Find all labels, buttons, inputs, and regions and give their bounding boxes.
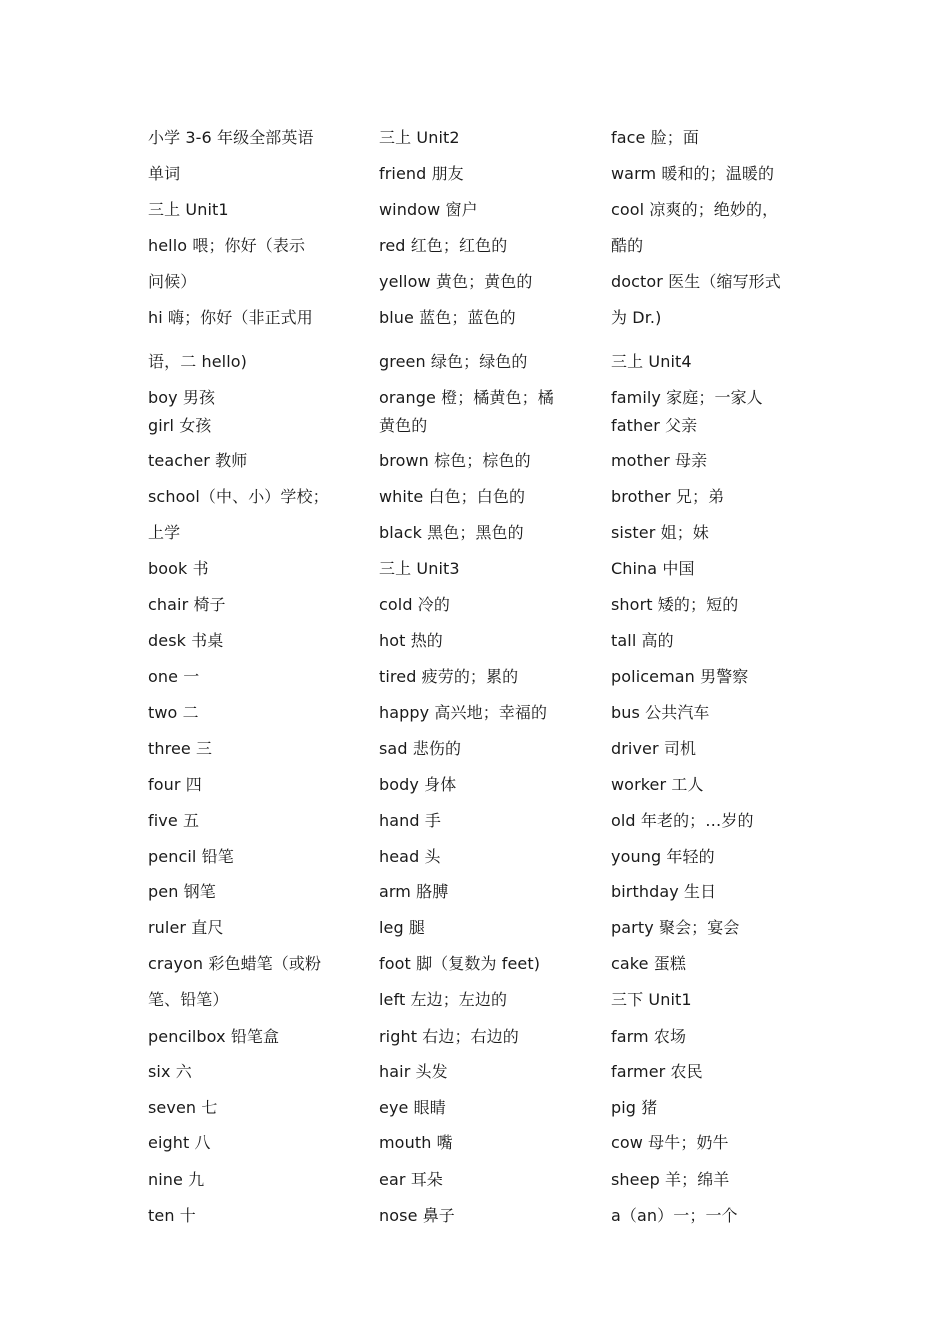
vocab-line: brother 兄；弟 — [611, 487, 725, 506]
vocab-line: hot 热的 — [379, 631, 443, 650]
vocab-line: mother 母亲 — [611, 451, 708, 470]
vocab-line: brown 棕色；棕色的 — [379, 451, 531, 470]
vocab-line: leg 腿 — [379, 918, 426, 937]
vocab-line: four 四 — [148, 775, 202, 794]
vocab-line: body 身体 — [379, 775, 457, 794]
vocab-line: sheep 羊；绵羊 — [611, 1170, 730, 1189]
vocab-line: seven 七 — [148, 1098, 218, 1117]
vocab-line: sad 悲伤的 — [379, 739, 462, 758]
vocab-line: girl 女孩 — [148, 416, 212, 435]
vocab-line: school（中、小）学校； — [148, 487, 329, 506]
vocab-line: friend 朋友 — [379, 164, 464, 183]
vocab-line: birthday 生日 — [611, 882, 717, 901]
vocab-line: sister 姐；妹 — [611, 523, 709, 542]
vocab-line: pencilbox 铅笔盒 — [148, 1027, 280, 1046]
vocab-line: pig 猪 — [611, 1098, 658, 1117]
vocab-line: bus 公共汽车 — [611, 703, 710, 722]
vocab-line: 三上 Unit3 — [379, 559, 460, 578]
vocab-line: tall 高的 — [611, 631, 674, 650]
vocab-line: 小学 3-6 年级全部英语 — [148, 128, 314, 147]
vocab-line: father 父亲 — [611, 416, 698, 435]
vocab-line: pen 钢笔 — [148, 882, 216, 901]
vocab-line: China 中国 — [611, 559, 695, 578]
vocab-line: farmer 农民 — [611, 1062, 703, 1081]
vocab-line: chair 椅子 — [148, 595, 226, 614]
vocab-line: eye 眼睛 — [379, 1098, 446, 1117]
vocab-line: doctor 医生（缩写形式 — [611, 272, 781, 291]
vocab-line: teacher 教师 — [148, 451, 248, 470]
vocab-line: family 家庭；一家人 — [611, 388, 763, 407]
vocab-line: 三上 Unit4 — [611, 352, 692, 371]
vocab-line: driver 司机 — [611, 739, 697, 758]
vocab-line: foot 脚（复数为 feet) — [379, 954, 541, 973]
vocab-line: 黄色的 — [379, 416, 428, 435]
vocab-line: 为 Dr.) — [611, 308, 662, 327]
vocab-line: head 头 — [379, 847, 441, 866]
vocab-line: old 年老的；…岁的 — [611, 811, 754, 830]
vocab-line: cold 冷的 — [379, 595, 450, 614]
vocab-line: 笔、铅笔） — [148, 990, 229, 1009]
vocab-line: left 左边；左边的 — [379, 990, 508, 1009]
vocab-line: party 聚会；宴会 — [611, 918, 740, 937]
vocab-line: ruler 直尺 — [148, 918, 224, 937]
vocab-line: warm 暖和的；温暖的 — [611, 164, 775, 183]
vocab-line: 三上 Unit1 — [148, 200, 229, 219]
vocab-line: eight 八 — [148, 1133, 211, 1152]
vocab-line: yellow 黄色；黄色的 — [379, 272, 533, 291]
vocab-line: 语，二 hello) — [148, 352, 247, 371]
vocab-line: two 二 — [148, 703, 199, 722]
vocab-line: 单词 — [148, 164, 181, 183]
vocab-line: pencil 铅笔 — [148, 847, 234, 866]
vocab-line: 问候） — [148, 272, 197, 291]
vocab-line: a（an）一；一个 — [611, 1206, 738, 1225]
vocab-line: hi 嗨；你好（非正式用 — [148, 308, 313, 327]
vocab-line: window 窗户 — [379, 200, 478, 219]
vocab-line: tired 疲劳的；累的 — [379, 667, 519, 686]
vocab-line: 三上 Unit2 — [379, 128, 460, 147]
vocab-line: nine 九 — [148, 1170, 205, 1189]
vocab-line: farm 农场 — [611, 1027, 687, 1046]
vocab-line: happy 高兴地；幸福的 — [379, 703, 548, 722]
vocab-line: five 五 — [148, 811, 200, 830]
vocab-line: nose 鼻子 — [379, 1206, 455, 1225]
vocab-line: face 脸；面 — [611, 128, 699, 147]
vocab-line: cow 母牛；奶牛 — [611, 1133, 729, 1152]
vocab-line: hello 喂；你好（表示 — [148, 236, 306, 255]
vocab-line: boy 男孩 — [148, 388, 216, 407]
vocab-line: crayon 彩色蜡笔（或粉 — [148, 954, 322, 973]
vocab-line: one 一 — [148, 667, 200, 686]
vocab-line: book 书 — [148, 559, 209, 578]
vocab-line: red 红色；红色的 — [379, 236, 508, 255]
vocab-line: mouth 嘴 — [379, 1133, 453, 1152]
vocab-line: worker 工人 — [611, 775, 704, 794]
vocab-line: green 绿色；绿色的 — [379, 352, 528, 371]
vocab-line: orange 橙；橘黄色；橘 — [379, 388, 554, 407]
vocab-line: short 矮的；短的 — [611, 595, 739, 614]
vocab-line: 三下 Unit1 — [611, 990, 692, 1009]
vocab-line: desk 书桌 — [148, 631, 224, 650]
vocab-line: right 右边；右边的 — [379, 1027, 519, 1046]
vocab-line: cake 蛋糕 — [611, 954, 686, 973]
vocab-line: arm 胳膊 — [379, 882, 449, 901]
vocab-line: ear 耳朵 — [379, 1170, 443, 1189]
vocab-line: 酷的 — [611, 236, 644, 255]
vocab-line: white 白色；白色的 — [379, 487, 526, 506]
vocab-line: hair 头发 — [379, 1062, 448, 1081]
vocab-line: 上学 — [148, 523, 181, 542]
vocab-line: policeman 男警察 — [611, 667, 749, 686]
vocab-line: black 黑色；黑色的 — [379, 523, 524, 542]
vocab-line: ten 十 — [148, 1206, 196, 1225]
vocab-line: cool 凉爽的；绝妙的， — [611, 200, 779, 219]
vocab-line: hand 手 — [379, 811, 441, 830]
vocab-line: blue 蓝色；蓝色的 — [379, 308, 516, 327]
vocab-line: six 六 — [148, 1062, 192, 1081]
vocab-line: three 三 — [148, 739, 213, 758]
vocab-line: young 年轻的 — [611, 847, 715, 866]
